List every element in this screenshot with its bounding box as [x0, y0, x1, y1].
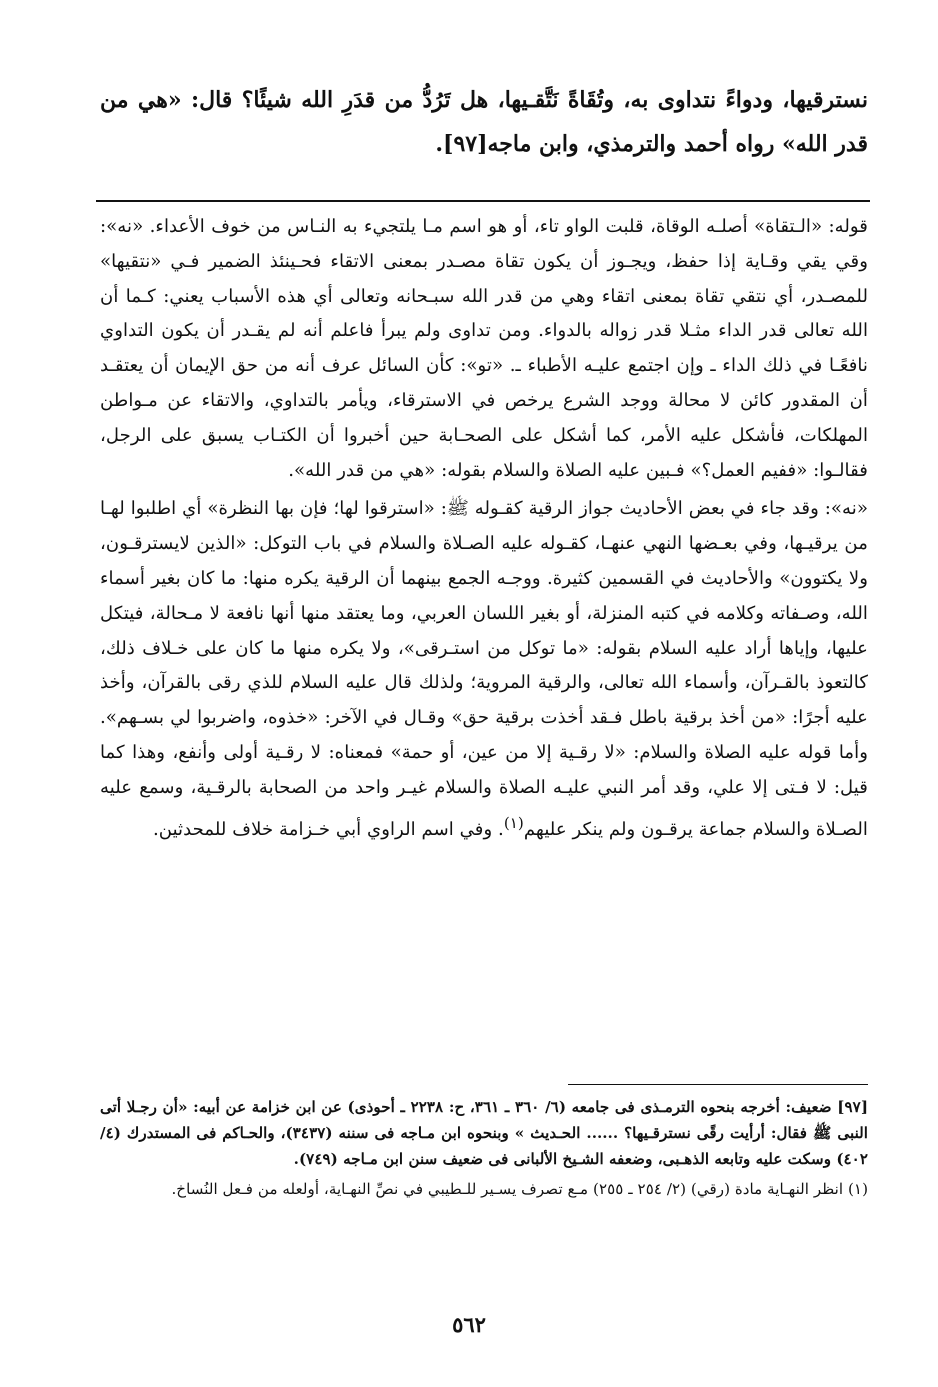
commentary-paragraph-2-text: «نه»: وقد جاء في بعض الأحاديث جواز الرقية كقـوله ﷺ: «استرقوا لها؛ فإن بها النظرة» أي اطلبوا لهـا من يرقيـها، وفي بعـضها النهي عنهـا، كقـوله عليه الصـلاة والسلام في باب التوكل: «الذين لايسترقـون، ولا يكتوون» والأحاديث في القسمين كثيرة. ووجـه الجمع بينهما أن الرقية يكره منها: ما كان بغير أسماء الله، وصـفاته وكلامه في كتبه المنزلة، أو بغير اللسان العربي، وما يعتقد منها أنها نافعة لا مـحالة، فيتكل عليها، وإياها أراد عليه السلام بقوله: «ما توكل من استـرقى»، ولا يكره منها ما كان على خـلاف ذلك، كالتعوذ بالقـرآن، وأسماء الله تعالى، والرقية المروية؛ ولذلك قال عليه السلام للذي رقى بالقرآن، وأخذ عليه أجرًا: «من أخذ برقية باطل فـقد أخذت برقية حق» وقـال في الآخر: «خذوه، واضربوا لي بسـهم». وأما قوله عليه الصلاة والسلام: «لا رقـية إلا من عين، أو حمة» فمعناه: لا رقـية أولى وأنفع، وهذا كما قيل: لا فـتى إلا علي، وقد أمر النبي عليـه الصلاة والسلام غيـر واحد من الصحابة بالرقـية، وسمع عليه الصـلاة والسلام جماعة يرقـون ولم ينكر عليهم	[100, 498, 868, 840]
commentary-paragraph-1: قوله: «الـتقاة» أصلـه الوقاة، قلبت الواو تاء، أو هو اسم مـا يلتجيء به النـاس من خوف الأعداء. «نه»: وقي يقي وقـاية إذا حفظ، ويجـوز أن يكون تقاة مصـدر بمعنى الاتقاء فحـينئذ الضمير فـي «نتقيها» للمصـدر، أي نتقي تقاة بمعنى اتقاء وهي من قدر الله سبـحانه وتعالى أي هذه الأسباب يعني: كـما أن الله تعالى قدر الداء مثـلا قدر زواله بالدواء. ومن تداوى ولم يبرأ فاعلم أنه لم يقـدر أن يكون التداوي نافعًـا في ذلك الداء ـ وإن اجتمع عليـه الأطباء ـ. «تو»: كأن السائل عرف أنه من حق الإيمان أن يعتقـد أن المقدور كائن لا محالة ووجد الشرع يرخص في الاسترقاء، ويأمر بالتداوي، والاتقاء عن مـواطن المهلكات، فأشكل عليه الأمر، كما أشكل على الصحـابة حين أخبروا أن الكتـاب يسبق على الرجل، فقالـوا: «ففيم العمل؟» فـبين عليه الصلاة والسلام بقوله: «هي من قدر الله».	[100, 216, 868, 481]
footnotes-block	[100, 1094, 868, 1202]
section-divider	[96, 200, 870, 202]
footnote-1: (١) انظر النهـاية مادة (رقي) (٢/ ٢٥٤ ـ ٢٥٥) مـع تصرف يسـير للـطيبي في نصِّ النهـاية، أولعله من فـعل النُساخ.	[171, 1180, 868, 1198]
hadith-text-block	[100, 78, 868, 166]
footnote-divider	[568, 1084, 868, 1085]
commentary-paragraph-2	[100, 492, 868, 847]
hadith-paragraph: نسترقيها، ودواءً نتداوى به، وتُقَاةً نَتَّقـيها، هل تَرُدُّ من قدَرِ الله شيئًا؟ قال: «هي من قدر الله» رواه أحمد والترمذي، وابن ماجه[٩٧].	[100, 87, 868, 157]
commentary-paragraph-2-end: . وفي اسم الراوي أبي خـزامة خلاف للمحدثين.	[152, 818, 504, 840]
page-number: ٥٦٢	[452, 1312, 486, 1337]
commentary-block	[100, 210, 868, 847]
footnote-reference: (١)	[503, 813, 524, 832]
footnote-97: [٩٧] ضعيف: أخرجه بنحوه الترمـذى فى جامعه (٦/ ٣٦٠ ـ ٣٦١، ح: ٢٢٣٨ ـ أحوذى) عن ابن خزامة عن أبيه: «أن رجـلا أتى النبى ﷺ فقال: أرأيت رقًى نسترقـيها؟ ...... الحـديث » وبنحوه ابن مـاجه فى سننه (٣٤٣٧)، والحـاكم فى المستدرك (٤/ ٤٠٢) وسكت عليه وتابعه الذهـبى، وضعفه الشـيخ الألبانى فى ضعيف سنن ابن مـاجه (٧٤٩).	[100, 1098, 868, 1168]
